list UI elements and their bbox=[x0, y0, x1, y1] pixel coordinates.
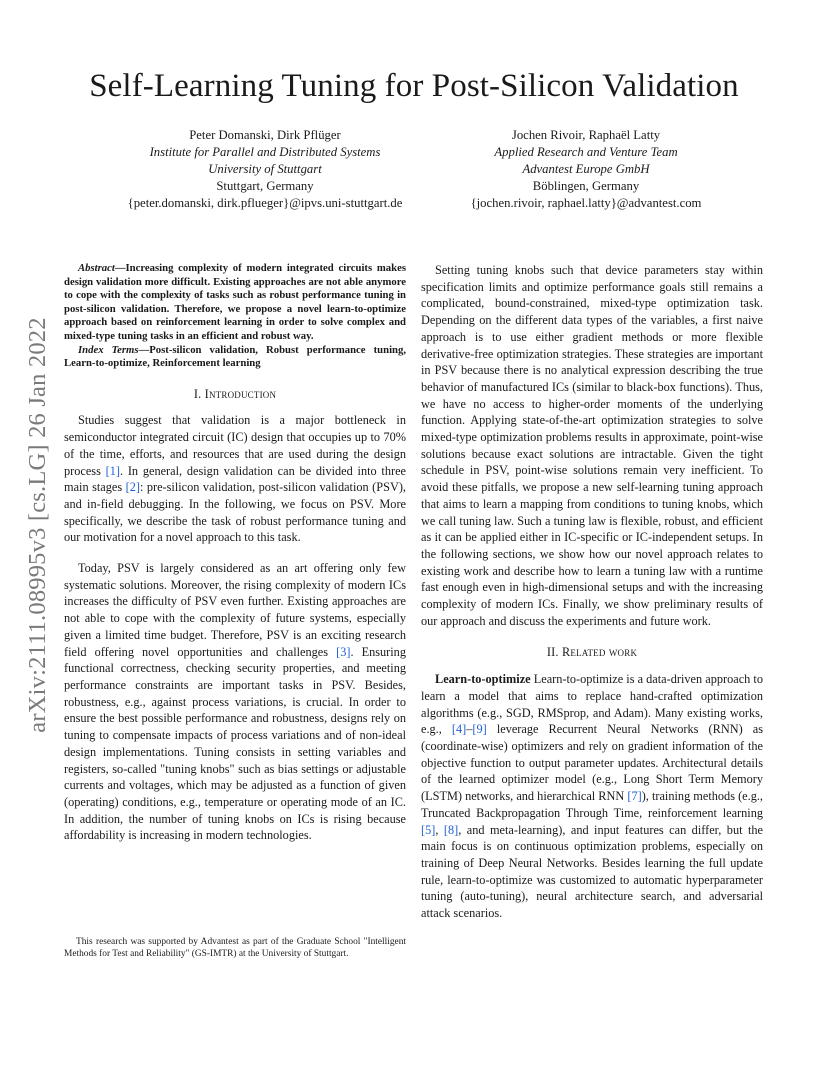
text-run: : pre-silicon validation, post-silicon validation (PSV), and in-field debugging. In the following, we focus on PSV. More specifically, we describe the task of robust performance tuning and our motivation for a novel approach to this task. bbox=[64, 480, 406, 545]
citation-link[interactable]: [2] bbox=[125, 480, 140, 495]
citation-link[interactable]: [9] bbox=[472, 722, 487, 737]
text-run: ), training methods (e.g., Truncated Backpropagation Through Time, reinforcement learning bbox=[421, 789, 763, 820]
text-run: Today, PSV is largely considered as an art offering only few systematic solutions. Moreover, the rising complexity of modern ICs increases the difficulty of PSV even further. Existing approaches are not able to cope with the complexity of future systems, especially given a limited time budget. Therefore, PSV is an exciting research field offering novel opportunities and challenges bbox=[64, 561, 406, 659]
section-heading-related-work: II. Related work bbox=[546, 645, 638, 660]
text-run: – bbox=[466, 722, 473, 737]
intro-paragraph-2 bbox=[64, 560, 406, 844]
citation-link[interactable]: [8] bbox=[443, 822, 459, 837]
text-run: , and meta-learning), and input features can differ, but the main focus is on continuous optimization problems, especially on training of Deep Neural Networks. Besides learning the full update rule, learn-to-optimize was customized to automatic hyperparameter tuning (auto-tuning), neural architecture search, and adversarial attack scenarios. bbox=[421, 822, 763, 921]
author-names: Jochen Rivoir, Raphaël Latty bbox=[511, 128, 661, 142]
text-run: . Ensuring functional correctness, checking security properties, and meeting performance constraints are important tasks in PSV. Besides, robustness, e.g., against process variations, is crucial. In order to ensure the best possible performance and robustness, designs rely on tuning to compensate impacts of process variations and of non-ideal design implementations. Tuning consists in setting variables and registers, so-called "tuning knobs" such as bias settings or adjustable currents and voltages, which may be adjusted as a function of given (operating) conditions, e.g., temperature or operating mode of an IC. In addition, the number of tuning knobs on ICs is rising because affordability is increasing in modern technologies. bbox=[64, 644, 406, 843]
author-email: {jochen.rivoir, raphael.latty}@advantest.com bbox=[470, 196, 702, 210]
citation-link[interactable]: [7] bbox=[627, 789, 642, 804]
text-run: . In general, design validation can be divided into three main stages bbox=[64, 463, 406, 495]
text-run: leverage Recurrent Neural Networks (RNN) as (coordinate-wise) optimizers and rely on gradient information of the objective function to output parameter updates. Architectural details of the learned optimizer model (e.g., Long Short Term Memory (LSTM) networks, and hierarchical RNN bbox=[421, 722, 763, 804]
citation-link[interactable]: [5] bbox=[421, 822, 436, 837]
author-affiliation: Applied Research and Venture Team bbox=[494, 145, 678, 159]
footnote: This research was supported by Advantest as part of the Graduate School "Intelligent Methods for Test and Reliability" (GS-IMTR) at the University of Stuttgart. bbox=[64, 937, 406, 959]
citation-link[interactable]: [3] bbox=[336, 644, 351, 659]
arxiv-identifier bbox=[18, 290, 58, 760]
index-terms-text: —Post-silicon validation, Robust performance tuning, Learn-to-optimize, Reinforcement learning bbox=[64, 343, 406, 370]
index-terms bbox=[64, 344, 406, 371]
author-block-1 bbox=[100, 127, 430, 212]
section-heading-introduction: I. Introduction bbox=[193, 386, 277, 401]
author-location: Stuttgart, Germany bbox=[216, 179, 314, 193]
index-terms-label: Index Terms bbox=[78, 343, 139, 356]
author-affiliation: Institute for Parallel and Distributed Systems bbox=[149, 145, 381, 159]
intro-paragraph-3: Setting tuning knobs such that device parameters stay within specification limits and optimize performance goals still remains a complicated, bound-constrained, mixed-type optimization task. Depending on the different data types of the variables, a first naive approach is to use either gradient methods or more flexible derivative-free optimization strategies. These strategies are important in PSV because there is no analytical expression describing the true behavior of manufactured ICs (similar to black-box functions). Thus, we have no access to higher-order moments of the underlying function. Applying state-of-the-art optimization strategies to solve mixed-type optimization problems results in approximate, point-wise solutions because exact solutions are intractable. Given the tight schedule in PSV, point-wise solutions remain very inefficient. To avoid these pitfalls, we propose a new self-learning tuning approach that aims to learn a mapping from conditions to tuning knobs, which we call tuning law. Such a tuning law is flexible, robust, and efficient as it can be applied either in IC-specific or IC-independent setups. In the following sections, we show how our novel approach relates to existing work and describe how to learn a tuning law with a runtime fast enough even in high-dimensional setups and with the increasing complexity of modern ICs. Finally, we show preliminary results of our approach and discuss the experiments and future work. bbox=[421, 263, 763, 628]
citation-link[interactable]: [4] bbox=[451, 722, 467, 737]
author-location: Böblingen, Germany bbox=[532, 179, 640, 193]
author-affiliation: University of Stuttgart bbox=[208, 162, 322, 176]
author-block-2 bbox=[424, 127, 748, 212]
right-column bbox=[421, 262, 763, 922]
abstract bbox=[64, 262, 406, 344]
citation-link[interactable]: [1] bbox=[105, 463, 120, 478]
arxiv-id-text: arXiv:2111.08995v3 [cs.LG] 26 Jan 2022 bbox=[24, 317, 51, 733]
text-run: Studies suggest that validation is a major bottleneck in semiconductor integrated circuit (IC) design that occupies up to 70% of the time, efforts, and resources that are used during the design process bbox=[64, 413, 406, 478]
paper-title: Self-Learning Tuning for Post-Silicon Validation bbox=[89, 68, 739, 104]
abstract-text: —Increasing complexity of modern integrated circuits makes design validation more difficult. Existing approaches are not able anymore to cope with the complexity of tasks such as robust performance tuning in post-silicon validation. Therefore, we propose a novel learn-to-optimize approach based on reinforcement learning in order to solve complex and mixed-type tuning tasks in an efficient and robust way. bbox=[64, 262, 406, 342]
author-affiliation: Advantest Europe GmbH bbox=[522, 162, 650, 176]
abstract-label: Abstract bbox=[78, 262, 115, 274]
text-run: Learn-to-optimize is a data-driven approach to learn a model that aims to replace hand-crafted optimization algorithms (e.g., SGD, RMSprop, and Adam). Many existing works, e.g., bbox=[421, 672, 763, 737]
paragraph-run-head: Learn-to-optimize bbox=[435, 672, 531, 687]
author-names: Peter Domanski, Dirk Pflüger bbox=[189, 128, 341, 142]
author-email: {peter.domanski, dirk.pflueger}@ipvs.uni-stuttgart.de bbox=[127, 196, 403, 210]
intro-paragraph-1 bbox=[64, 412, 406, 546]
related-paragraph bbox=[421, 671, 763, 922]
text-run: , bbox=[435, 822, 444, 837]
left-column bbox=[64, 262, 406, 844]
